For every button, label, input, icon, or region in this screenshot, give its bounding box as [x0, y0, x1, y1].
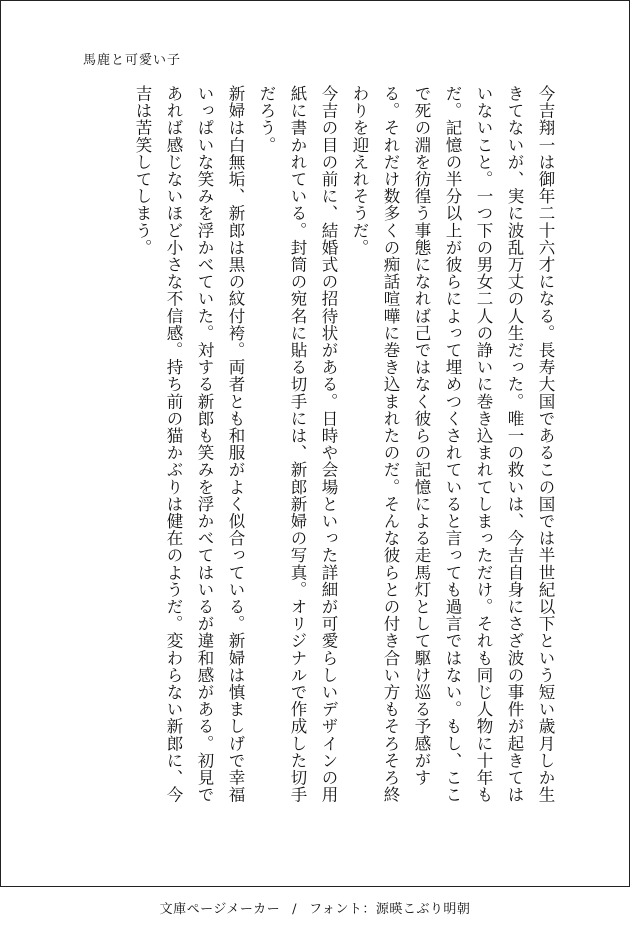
paragraph-2: 今吉の目の前に、結婚式の招待状がある。日時や会場といった詳細が可愛らしいデザインの用紙に書かれている。封筒の宛名に貼る切手には、新郎新婦の写真。オリジナルで作成した切手だろう。 [257, 85, 338, 804]
running-title: 馬鹿と可愛い子 [83, 53, 182, 68]
paragraph-3: 新婦は白無垢、新郎は黒の紋付袴。両者とも和服がよく似合っている。新婦は慎ましげで幸福いっぱいな笑みを浮かべていた。対する新郎も笑みを浮かべてはいるが違和感がある。初見であれば感じないほど小さな不信感。持ち前の猫かぶりは健在のようだ。変わらない新郎に、今吉は苦笑してしまう。 [133, 85, 245, 804]
paragraph-1: 今吉翔一は御年二十六才になる。長寿大国であるこの国では半世紀以下という短い歳月しか生きてないが、実に波乱万丈の人生だった。唯一の救いは、今吉自身にさざ波の事件が起きてはいないこと。一つ下の男女二人の諍いに巻き込まれてしまっただけ。それも同じ人物に十年もだ。記憶の半分以上が彼らによって埋めつくされていると言っても過言ではない。もし、ここで死の淵を彷徨う事態になれば己ではなく彼らの記憶による走馬灯として駆け巡る予感がする。それだけ数多くの痴話喧嘩に巻き込まれたのだ。そんな彼らとの付き合い方もそろそろ終わりを迎えれそうだ。 [350, 85, 555, 804]
footer-font-credit: フォント：源暎こぶり明朝 [309, 902, 471, 917]
footer-credit [0, 898, 630, 917]
footer-separator: / [292, 902, 298, 917]
footer-maker: 文庫ページメーカー [159, 902, 281, 917]
body-text [127, 85, 561, 805]
